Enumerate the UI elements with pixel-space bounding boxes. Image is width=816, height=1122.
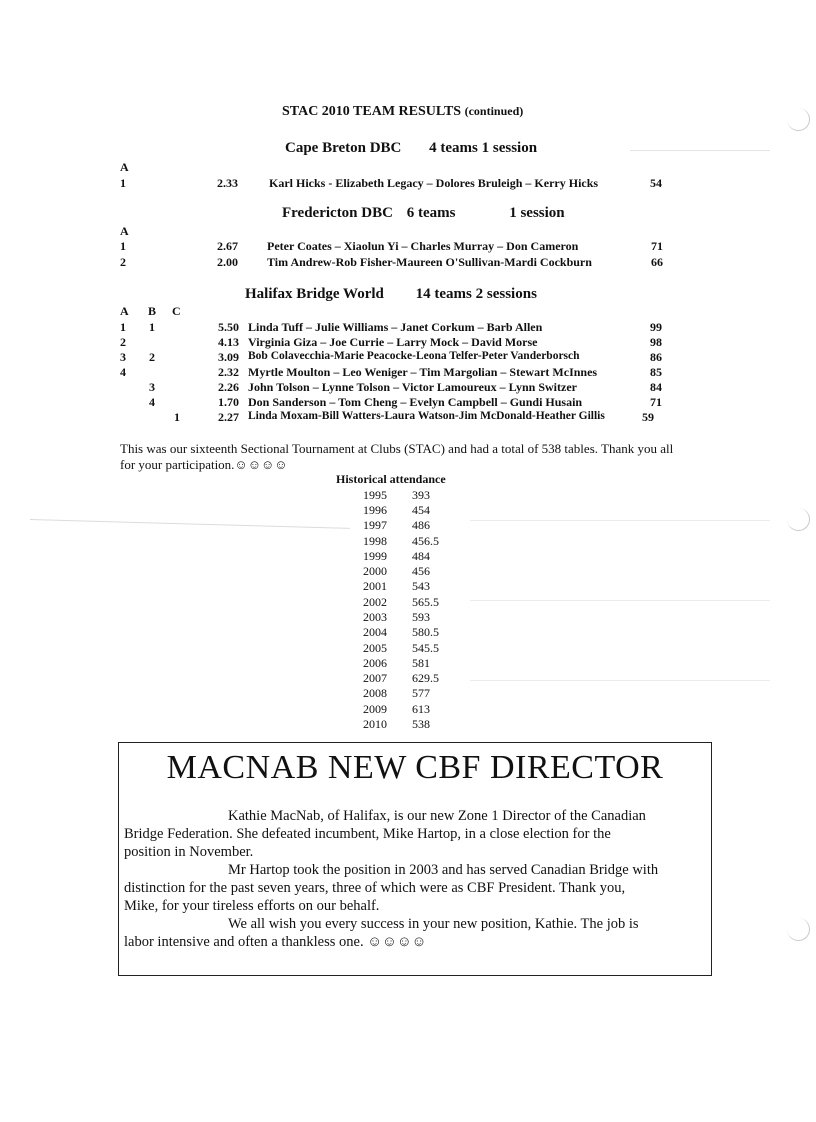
summary-line-2: for your participation.☺☺☺☺ <box>120 457 288 472</box>
row-names: John Tolson – Lynne Tolson – Victor Lamoureux – Lynn Switzer <box>248 380 577 394</box>
list-item <box>363 686 430 701</box>
row-names: Linda Tuff – Julie Williams – Janet Corkum – Barb Allen <box>248 320 543 334</box>
row-rank-a: 2 <box>120 335 126 349</box>
fredericton-name: Fredericton DBC <box>282 205 393 221</box>
history-value: 577 <box>412 686 430 700</box>
row-names: Tim Andrew-Rob Fisher-Maureen O'Sullivan-Mardi Cockburn <box>267 255 592 269</box>
article-p3-line1: We all wish you every success in your new position, Kathie. The job is <box>228 916 639 932</box>
row-points: 99 <box>650 320 662 334</box>
page-title <box>282 104 523 120</box>
row-rank-b: 3 <box>149 380 155 394</box>
page-title-suffix: (continued) <box>464 104 524 118</box>
row-names: Peter Coates – Xiaolun Yi – Charles Murray – Don Cameron <box>267 239 579 253</box>
list-item <box>363 488 430 503</box>
row-rank-a: 3 <box>120 350 126 364</box>
row-rank: 1 <box>120 176 126 190</box>
history-value: 543 <box>412 579 430 593</box>
row-points: 86 <box>650 350 662 364</box>
list-item <box>363 579 430 594</box>
history-year: 2000 <box>363 564 387 578</box>
history-year: 2009 <box>363 702 387 716</box>
row-points: 84 <box>650 380 662 394</box>
history-year: 1996 <box>363 503 387 517</box>
history-year: 2006 <box>363 656 387 670</box>
article-p2-line3: Mike, for your tireless efforts on our behalf. <box>124 898 380 914</box>
history-value: 581 <box>412 656 430 670</box>
row-names: Myrtle Moulton – Leo Weniger – Tim Margolian – Stewart McInnes <box>248 365 598 379</box>
row-points: 54 <box>650 176 662 190</box>
history-value: 486 <box>412 518 430 532</box>
row-rank-b: 1 <box>149 320 155 334</box>
row-names: Virginia Giza – Joe Currie – Larry Mock – David Morse <box>248 335 538 349</box>
row-score: 2.33 <box>217 176 238 190</box>
row-score: 4.13 <box>218 335 239 349</box>
history-year: 2002 <box>363 595 387 609</box>
history-value: 393 <box>412 488 430 502</box>
history-value: 565.5 <box>412 595 439 609</box>
list-item <box>363 518 430 533</box>
history-value: 593 <box>412 610 430 624</box>
row-rank-b: 4 <box>149 395 155 409</box>
article-p3-line2: labor intensive and often a thankless one. ☺☺☺☺ <box>124 934 427 950</box>
list-item <box>363 549 430 564</box>
row-rank: 2 <box>120 255 126 269</box>
history-year: 2005 <box>363 641 387 655</box>
history-value: 580.5 <box>412 625 439 639</box>
history-value: 629.5 <box>412 671 439 685</box>
article-p2-line1: Mr Hartop took the position in 2003 and has served Canadian Bridge with <box>228 862 659 878</box>
row-score: 2.26 <box>218 380 239 394</box>
row-score: 2.00 <box>217 255 238 269</box>
row-points: 98 <box>650 335 662 349</box>
list-item <box>363 625 439 640</box>
row-score: 2.67 <box>217 239 238 253</box>
history-value: 484 <box>412 549 430 563</box>
history-year: 2008 <box>363 686 387 700</box>
halifax-meta: 14 teams 2 sessions <box>415 286 537 302</box>
history-year: 1999 <box>363 549 387 563</box>
list-item <box>363 717 430 732</box>
row-names: Karl Hicks - Elizabeth Legacy – Dolores Bruleigh – Kerry Hicks <box>269 176 599 190</box>
history-value: 538 <box>412 717 430 731</box>
history-year: 2010 <box>363 717 387 731</box>
history-year: 2004 <box>363 625 387 639</box>
section-halifax-title <box>245 286 537 303</box>
page-title-text: STAC 2010 TEAM RESULTS <box>282 104 462 119</box>
row-score: 1.70 <box>218 395 239 409</box>
article-p2-line2: distinction for the past seven years, three of which were as CBF President. Thank you, <box>124 880 626 896</box>
row-score: 5.50 <box>218 320 239 334</box>
list-item <box>363 656 430 671</box>
section-cape-breton-title <box>285 140 537 157</box>
row-rank-c: 1 <box>174 410 180 424</box>
punch-hole-top <box>787 108 810 131</box>
punch-hole-middle <box>787 508 810 531</box>
fredericton-session: 1 session <box>509 205 565 221</box>
column-head-b: B <box>148 304 157 318</box>
history-year: 2003 <box>363 610 387 624</box>
list-item <box>363 610 430 625</box>
list-item <box>363 503 430 518</box>
history-heading: Historical attendance <box>336 472 446 486</box>
list-item <box>363 671 439 686</box>
list-item <box>363 641 439 656</box>
fredericton-teams: 6 teams <box>406 205 456 221</box>
history-value: 456 <box>412 564 430 578</box>
row-score: 3.09 <box>218 350 239 364</box>
history-year: 1998 <box>363 534 387 548</box>
list-item <box>363 702 430 717</box>
list-item <box>363 534 439 549</box>
history-value: 545.5 <box>412 641 439 655</box>
row-names: Linda Moxam-Bill Watters-Laura Watson-Jim McDonald-Heather Gillis <box>248 410 605 422</box>
row-names: Bob Colavecchia-Marie Peacocke-Leona Telfer-Peter Vanderborsch <box>248 350 580 362</box>
row-points: 66 <box>651 255 663 269</box>
article-p1-line2: Bridge Federation. She defeated incumbent, Mike Hartop, in a close election for the <box>124 826 611 842</box>
row-points: 71 <box>651 239 663 253</box>
section-fredericton-title <box>282 205 565 222</box>
halifax-name: Halifax Bridge World <box>245 286 384 302</box>
row-points: 71 <box>650 395 662 409</box>
row-rank-b: 2 <box>149 350 155 364</box>
row-points: 59 <box>642 410 654 424</box>
column-head-a: A <box>120 304 129 318</box>
history-value: 456.5 <box>412 534 439 548</box>
summary-line-1: This was our sixteenth Sectional Tournament at Clubs (STAC) and had a total of 538 tables. Thank you all <box>120 441 674 456</box>
article-p1-line1: Kathie MacNab, of Halifax, is our new Zone 1 Director of the Canadian <box>228 808 646 824</box>
history-year: 1997 <box>363 518 387 532</box>
row-rank-a: 4 <box>120 365 126 379</box>
punch-hole-bottom <box>787 918 810 941</box>
list-item <box>363 564 430 579</box>
column-head-c: C <box>172 304 181 318</box>
article-headline: MACNAB NEW CBF DIRECTOR <box>166 749 664 786</box>
row-score: 2.32 <box>218 365 239 379</box>
history-year: 2007 <box>363 671 387 685</box>
history-value: 613 <box>412 702 430 716</box>
list-item <box>363 595 439 610</box>
history-value: 454 <box>412 503 430 517</box>
cape-breton-meta: 4 teams 1 session <box>429 140 538 156</box>
article-box <box>118 742 712 976</box>
article-p1-line3: position in November. <box>124 844 254 860</box>
row-names: Don Sanderson – Tom Cheng – Evelyn Campbell – Gundi Husain <box>248 395 583 409</box>
cape-breton-column-head: A <box>120 160 129 174</box>
row-rank-a: 1 <box>120 320 126 334</box>
history-year: 2001 <box>363 579 387 593</box>
fredericton-column-head: A <box>120 224 129 238</box>
row-points: 85 <box>650 365 662 379</box>
fold-line <box>30 519 350 529</box>
row-rank: 1 <box>120 239 126 253</box>
cape-breton-name: Cape Breton DBC <box>285 140 402 156</box>
row-score: 2.27 <box>218 410 239 424</box>
history-year: 1995 <box>363 488 387 502</box>
